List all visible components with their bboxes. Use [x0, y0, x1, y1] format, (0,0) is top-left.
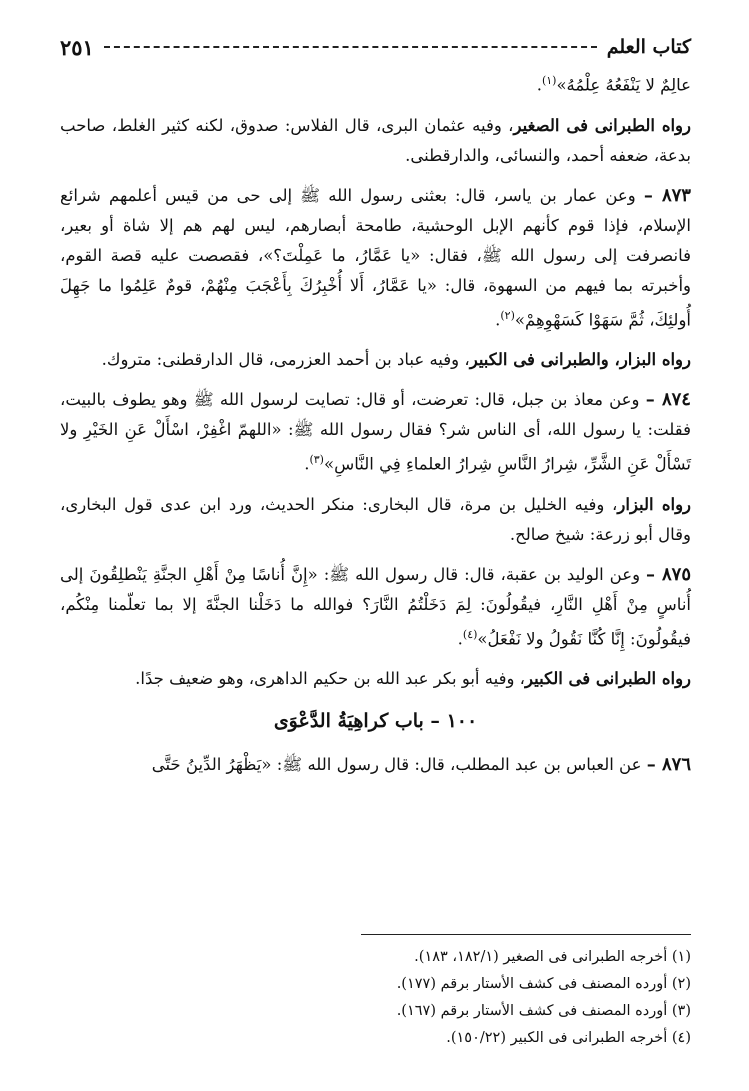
footnote-item: (٣) أورده المصنف فى كشف الأستار برقم (١٦٧).: [396, 1003, 691, 1019]
hadith-text: وعن عمار بن ياسر، قال: بعثنى رسول الله ﷺ إلى حى من قيس أعلمهم شرائع الإسلام، فإذا قوم كأنهم الإبل الوحشية، طامحة أبصارهم، ليس لهم هم إلا شاة أو بعير، فانصرفت إلى رسول الله ﷺ، فقال: «يا عَمَّارُ، ما عَمِلْتَ؟»، فقصصت عليه قصة القوم، وأخبرته بما فيهم من السهوة، قال: «يا عَمَّارُ، أَلا أُخْبِرُكَ بِأَعْجَبَ مِنْهُمْ، قومٌ عَلِمُوا ما جَهِلَ أُولئِكَ، ثُمَّ سَهَوْا كَسَهْوِهِمْ»: [60, 185, 691, 329]
hadith-text: وعن معاذ بن جبل، قال: تعرضت، أو قال: تصايت لرسول الله ﷺ وهو يطوف بالبيت، فقلت: يا رسول الله، أى الناس شر؟ فقال رسول الله ﷺ: «اللهمّ اغْفِرْ، اسْأَلْ عَنِ الخَيْرِ ولا تَسْأَلْ عَنِ الشَّرِّ، شِرارُ النَّاسِ شِرارُ العلماءِ فِي النَّاسِ»: [60, 390, 691, 474]
paragraph-source-note: [60, 111, 691, 171]
paragraph-source-note: [60, 345, 691, 375]
hadith-number: ٨٧٣ –: [643, 184, 691, 206]
paragraph-end: .: [304, 454, 310, 474]
header-title: كتاب العلم: [606, 36, 691, 58]
paragraph-end: .: [457, 629, 463, 648]
hadith-number: ٨٧٤ –: [645, 389, 691, 410]
page-body: [60, 66, 691, 790]
chapter-heading: ١٠٠ – باب كراهِيَةُ الدَّعْوَى: [273, 710, 478, 732]
footnote-ref: (١): [541, 74, 557, 87]
footnote-ref: (٢): [500, 308, 515, 322]
footnote-item: (١) أخرجه الطبرانى فى الصغير (١٨٢/١، ١٨٣).: [414, 949, 691, 965]
hadith-874: [60, 385, 691, 480]
hadith-873: [60, 181, 691, 336]
paragraph-text: ، وفيه أبو بكر عبد الله بن حكيم الداهرى، وهو ضعيف جدًا.: [135, 669, 526, 688]
hadith-text: وعن الوليد بن عقبة، قال: قال رسول الله ﷺ: «إِنَّ أُناسًا مِنْ أَهْلِ الجنَّةِ يَنْطلِقُونَ إلى أُناسٍ مِنْ أَهْلِ النَّارِ، فيقُولُونَ: لِمَ دَخَلْتُمُ النَّارَ؟ فوالله ما دَخَلْنا الجنَّةَ إلا بما تعلّمنا مِنْكُم، فيقُولُونَ: إِنَّا كُنَّا نَقُولُ ولا نَفْعَلُ»: [60, 564, 691, 648]
footnote-item: (٢) أورده المصنف فى كشف الأستار برقم (١٧٧).: [396, 976, 691, 992]
paragraph-source-note: [60, 490, 691, 550]
footnotes: [60, 944, 691, 1052]
paragraph-source-note: [60, 664, 691, 694]
hadith-number: ٨٧٥ –: [646, 563, 691, 585]
footnote-ref: (٣): [309, 453, 324, 466]
source-attribution: رواه البزار: [617, 494, 692, 514]
paragraph-text: ، وفيه عباد بن أحمد العزرمى، قال الدارقطنى: متروك.: [101, 350, 470, 369]
page-header: [60, 32, 691, 62]
hadith-text: عن العباس بن عبد المطلب، قال: قال رسول الله ﷺ: «يَظْهَرُ الدِّينُ حَتَّى: [151, 755, 642, 774]
source-attribution: رواه الطبرانى فى الصغير: [513, 115, 691, 135]
page-number: ٢٥١: [60, 34, 94, 60]
hadith-876: [60, 750, 691, 780]
paragraph-end: .: [536, 75, 542, 95]
header-dashed-rule: [104, 46, 597, 48]
paragraph-end: .: [495, 310, 501, 329]
paragraph-continuation: [60, 66, 691, 101]
hadith-number: ٨٧٦ –: [646, 754, 691, 775]
footnote-ref: (٤): [462, 627, 478, 641]
footnote-separator: [361, 934, 691, 935]
source-attribution: رواه الطبرانى فى الكبير: [525, 669, 691, 688]
hadith-875: [60, 560, 691, 655]
paragraph-text: عالِمٌ لا يَنْفَعُهُ عِلْمُهُ»: [556, 75, 691, 95]
source-attribution: رواه البزار، والطبرانى فى الكبير: [469, 350, 691, 369]
paragraph-text: ، وفيه الخليل بن مرة، قال البخارى: منكر الحديث، ورد ابن عدى قول البخارى، وقال أبو زرعة: شيخ صالح.: [60, 494, 691, 544]
paragraph-text: ، وفيه عثمان البرى، قال الفلاس: صدوق، لكنه كثير الغلط، صاحب بدعة، ضعفه أحمد، والنسائى، والدارقطنى.: [60, 115, 691, 165]
footnote-item: (٤) أخرجه الطبرانى فى الكبير (١٥٠/٢٢).: [446, 1030, 691, 1046]
